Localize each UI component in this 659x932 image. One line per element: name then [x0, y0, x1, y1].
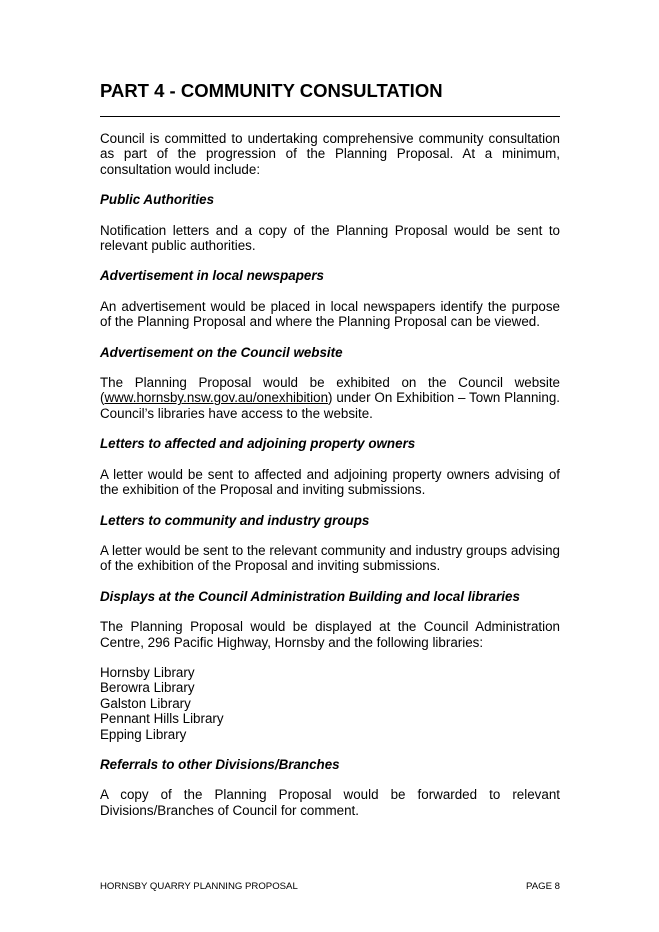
section-text-newspapers: An advertisement would be placed in local newspapers identify the purpose of the Planning Proposal and where the Planning Proposal can be viewed.: [100, 298, 560, 330]
section-text-displays: The Planning Proposal would be displayed at the Council Administration Centre, 296 Pacific Highway, Hornsby and the following libraries:: [100, 619, 560, 650]
intro-paragraph: Council is committed to undertaking comprehensive community consultation as part of the progression of the Planning Proposal. At a minimum, consultation would include:: [100, 131, 560, 177]
title-divider: [100, 116, 560, 117]
section-heading-referrals: Referrals to other Divisions/Branches: [100, 756, 340, 772]
footer-page-number: PAGE 8: [526, 881, 560, 892]
section-heading-displays: Displays at the Council Administration Building and local libraries: [100, 588, 520, 604]
section-text-owners: A letter would be sent to affected and adjoining property owners advising of the exhibition of the Proposal and inviting submissions.: [100, 466, 560, 498]
section-heading-groups: Letters to community and industry groups: [100, 512, 370, 528]
website-text-after: ) under On Exhibition – Town Planning. Council’s libraries have access to the website.: [100, 390, 560, 421]
document-body: [100, 131, 560, 833]
exhibition-link[interactable]: www.hornsby.nsw.gov.au/onexhibition: [104, 390, 329, 406]
footer-document-title: HORNSBY QUARRY PLANNING PROPOSAL: [100, 881, 298, 892]
list-item: Epping Library: [100, 726, 187, 742]
section-heading-public-authorities: Public Authorities: [100, 192, 215, 208]
list-item: Hornsby Library: [100, 664, 195, 680]
section-heading-newspapers: Advertisement in local newspapers: [100, 268, 324, 284]
page-title: PART 4 - COMMUNITY CONSULTATION: [100, 80, 443, 101]
section-text-referrals: A copy of the Planning Proposal would be forwarded to relevant Divisions/Branches of Council for comment.: [100, 787, 560, 818]
website-text-before: The Planning Proposal would be exhibited on the Council website (: [100, 375, 560, 406]
library-list: [100, 665, 560, 742]
list-item: Berowra Library: [100, 680, 195, 696]
section-text-groups: A letter would be sent to the relevant community and industry groups advising of the exhibition of the Proposal and inviting submissions.: [100, 542, 560, 574]
list-item: Pennant Hills Library: [100, 711, 224, 727]
section-text-public-authorities: Notification letters and a copy of the Planning Proposal would be sent to relevant public authorities.: [100, 222, 560, 254]
section-text-website: [100, 375, 560, 421]
section-heading-owners: Letters to affected and adjoining property owners: [100, 436, 416, 452]
section-heading-website: Advertisement on the Council website: [100, 344, 343, 360]
list-item: Galston Library: [100, 695, 191, 711]
